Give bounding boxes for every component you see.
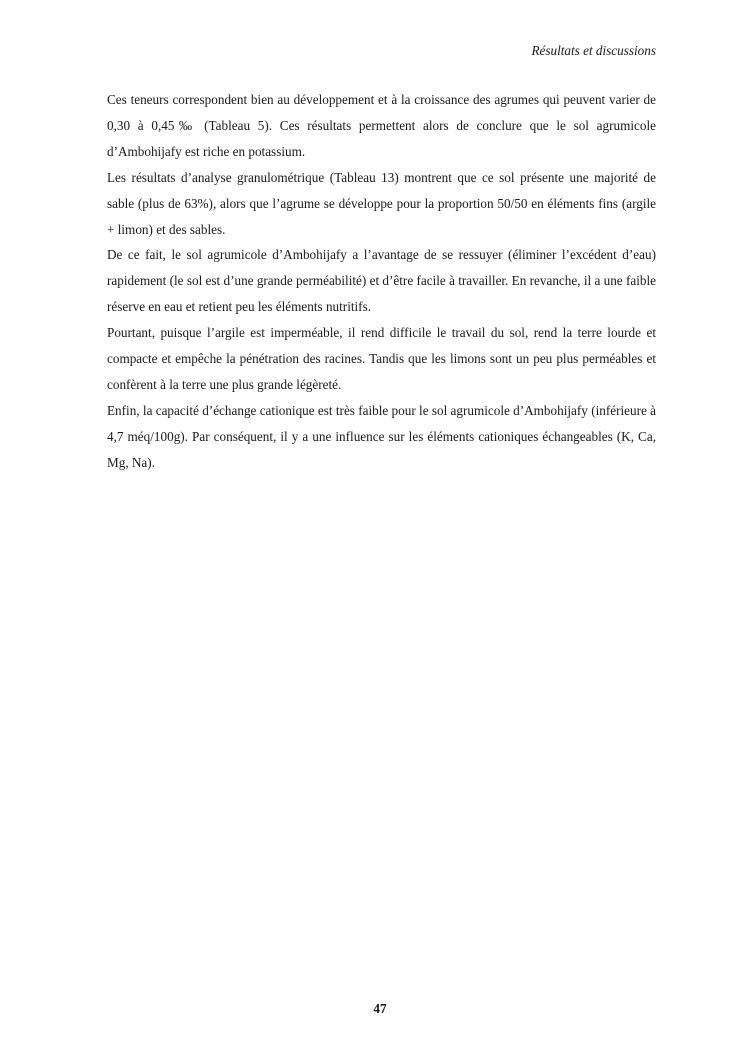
paragraph-permeability: De ce fait, le sol agrumicole d’Ambohijafy a l’avantage de se ressuyer (éliminer l’excédent d’eau) rapidement (le sol est d’une grande perméabilité) et d’être facile à travailler. En revanche, il a une faible réserve en eau et retient peu les éléments nutritifs. bbox=[107, 247, 656, 315]
paragraph-granulometry: Les résultats d’analyse granulométrique (Tableau 13) montrent que ce sol présente une majorité de sable (plus de 63%), alors que l’agrume se développe pour la proportion 50/50 en éléments fins (argile + limon) et des sables. bbox=[107, 169, 656, 237]
running-header: Résultats et discussions bbox=[531, 43, 656, 58]
paragraph-potassium: Ces teneurs correspondent bien au développement et à la croissance des agrumes qui peuvent varier de 0,30 à 0,45‰ (Tableau 5). Ces résultats permettent alors de conclure que le sol agrumicole d’Ambohijafy est riche en potassium. bbox=[107, 92, 656, 159]
page-number: 47 bbox=[373, 1001, 387, 1016]
paragraph-clay-silt: Pourtant, puisque l’argile est imperméable, il rend difficile le travail du sol, rend la terre lourde et compacte et empêche la pénétration des racines. Tandis que les limons sont un peu plus perméables et confèrent à la terre une plus grande légèreté. bbox=[107, 325, 656, 392]
body-text bbox=[107, 87, 656, 476]
paragraph-cation-exchange: Enfin, la capacité d’échange cationique est très faible pour le sol agrumicole d’Ambohijafy (inférieure à 4,7 méq/100g). Par conséquent, il y a une influence sur les éléments cationiques échangeables (K, Ca, Mg, Na). bbox=[107, 402, 656, 470]
